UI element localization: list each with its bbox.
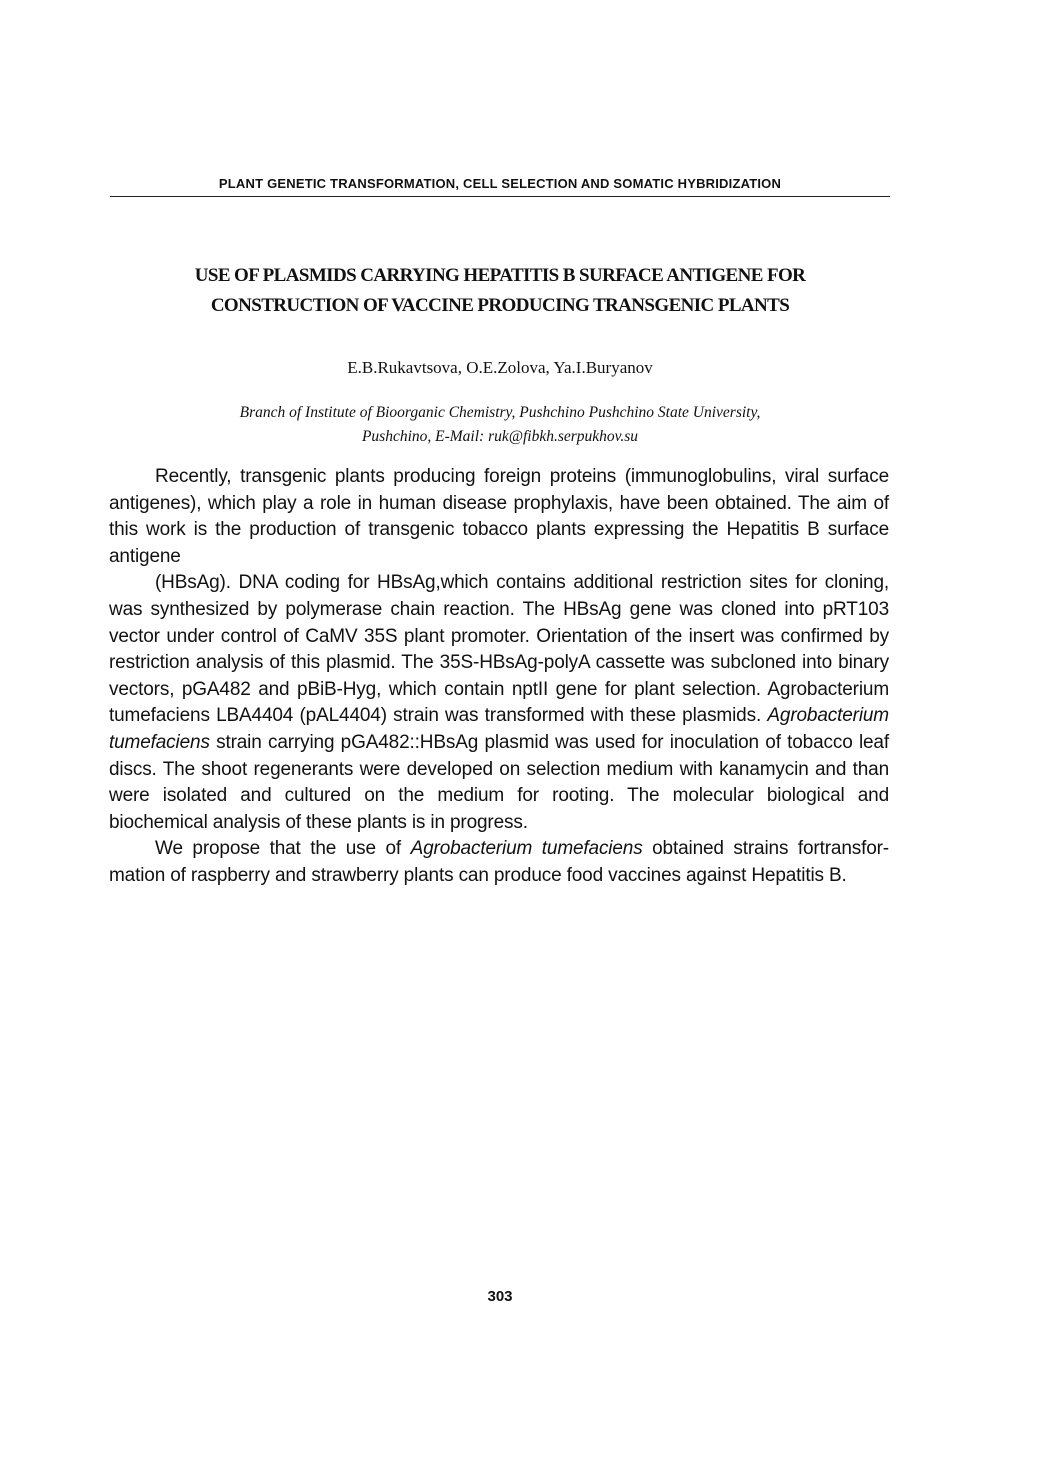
- article-title: [110, 261, 890, 321]
- affiliation: [110, 401, 890, 449]
- paragraph-3: [109, 836, 889, 889]
- paragraph-2-species: Agrobacterium tumefaciens: [109, 705, 889, 753]
- header-rule: [110, 196, 890, 197]
- title-line-2: CONSTRUCTION OF VACCINE PRODUCING TRANSGENIC PLANTS: [210, 295, 790, 316]
- running-head: PLANT GENETIC TRANSFORMATION, CELL SELECTION AND SOMATIC HYBRIDIZATION: [218, 176, 782, 191]
- paragraph-2-text-a: (HBsAg). DNA coding for HBsAg,which contains additional restriction sites for cloning, was synthesized by polymerase chain reaction. The HBsAg gene was cloned into pRT103 vector under control of CaMV 35S plant promoter. Orientation of the insert was confirmed by restriction analysis of this plasmid. The 35S-HBsAg-polyA cassette was subcloned into binary vectors, pGA482 and pBiB-Hyg, which contain nptII gene for plant selection. Agrobacterium tumefaciens LBA4404 (pAL4404) strain was transformed with these plasmids.: [109, 572, 889, 727]
- affiliation-line-1: Branch of Institute of Bioorganic Chemistry, Pushchino Pushchino State University,: [239, 404, 761, 421]
- paragraph-1: Recently, transgenic plants producing foreign proteins (immunoglobulins, viral surface antigenes), which play a role in human disease prophylaxis, have been obtained. The aim of this work is the production of transgenic tobacco plants expressing the Hepatitis B surface antigene: [109, 466, 889, 567]
- affiliation-line-2: Pushchino, E-Mail: ruk@fibkh.serpukhov.su: [361, 428, 639, 445]
- paragraph-3-species: Agrobacterium tumefaciens: [410, 838, 643, 860]
- paragraph-3-text-a: We propose that the use of: [155, 838, 402, 860]
- authors: E.B.Rukavtsova, O.E.Zolova, Ya.I.Buryanov: [347, 358, 653, 377]
- title-line-1: USE OF PLASMIDS CARRYING HEPATITIS B SURFACE ANTIGENE FOR: [194, 265, 806, 286]
- abstract-body: [109, 464, 889, 890]
- paragraph-2-text-b: strain carrying pGA482::HBsAg plasmid was used for inoculation of tobacco leaf discs. The shoot regenerants were developed on selection medium with kanamycin and than were isolated and cultured on the medium for rooting. The molecular biological and biochemical analysis of these plants is in progress.: [109, 731, 889, 833]
- page-number: 303: [487, 1288, 513, 1305]
- paragraph-2: [109, 570, 889, 836]
- paragraph-3-text-b: obtained strains fortransfor-mation of raspberry and strawberry plants can produce food vaccines against Hepatitis B.: [109, 838, 889, 886]
